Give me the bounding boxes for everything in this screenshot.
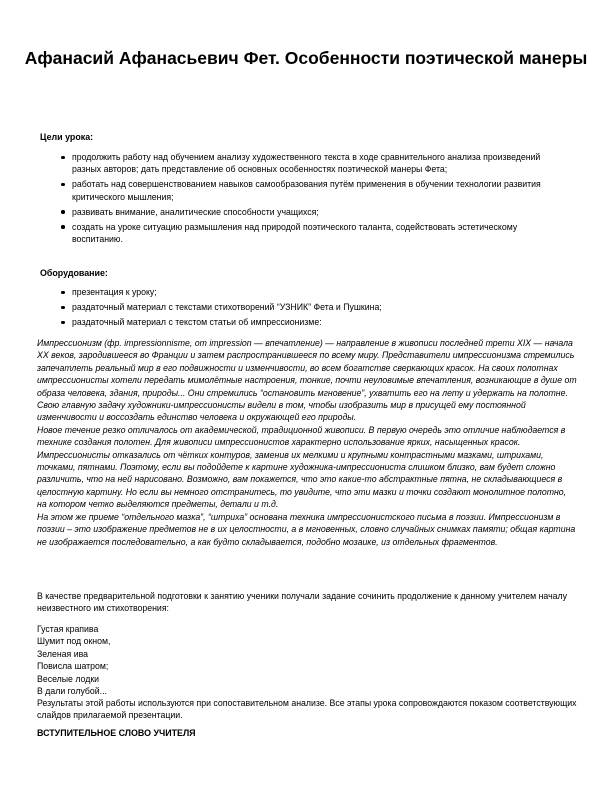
poem-line: Повисла шатром; xyxy=(37,661,109,672)
document-title: Афанасий Афанасьевич Фет. Особенности поэтической манеры xyxy=(24,48,588,68)
goals-list xyxy=(40,151,560,248)
assignment-intro xyxy=(37,590,577,615)
article-paragraph: На этом же приеме “отдельного мазка”, “штриха” основана техника импрессионистского письма в поэзии. Импрессионизм в поэзии – это изображение предметов не в их целостности, а в мгновенных, словно случайных снимках памяти; общая картина не изображается последовательно, а как будто складывается, подобно мозаике, из отдельных фрагментов. xyxy=(37,511,576,547)
section-heading-intro-word: ВСТУПИТЕЛЬНОЕ СЛОВО УЧИТЕЛЯ xyxy=(37,728,196,738)
list-item: работать над совершенствованием навыков самообразования путём применения в обучении технологии развития критического мышления; xyxy=(40,178,560,203)
article-paragraph: Новое течение резко отличалось от академической, традиционной живописи. В первую очередь это отличие наблюдается в технике создания полотен. Для живописи импрессионистов характерно использование ярких, насыщенных красок. Импрессионисты отказались от чётких контуров, заменив их мелкими и крупными контрастными мазками, штрихами, точками, пятнами. Поэтому, если вы подойдете к картине художника-импрессиониста слишком близко, вам будет сложно различить, что на ней нарисовано. Возможно, вам покажется, что это какие-то абстрактные пятна, не складывающиеся в целостную картину. Но если вы немного отстранитесь, то увидите, что эти мазки и точки создают монолитное полотно, на котором четко выделяются предметы, детали и т.д. xyxy=(37,424,567,510)
equipment-list xyxy=(40,286,560,331)
list-item: раздаточный материал с текстами стихотворений “УЗНИК” Фета и Пушкина; xyxy=(40,301,560,313)
list-item: создать на уроке ситуацию размышления над природой поэтического таланта, содействовать эстетическому воспитанию. xyxy=(40,221,560,246)
impressionism-article xyxy=(37,337,577,548)
list-item: презентация к уроку; xyxy=(40,286,560,298)
results-paragraph: Результаты этой работы используются при сопоставительном анализе. Все этапы урока сопровождаются показом соответствующих слайдов прилагаемой презентации. xyxy=(37,698,577,721)
article-paragraph: Импрессионизм (фр. impressionnisme, от impression — впечатление) — направление в живописи последней трети XIX — начала XX веков, зародившееся во Франции и затем распространившееся по всему миру. Представители импрессионизма стремились запечатлеть реальный мир в его подвижности и изменчивости, во всем богатстве сверкающих красок. На своих полотнах импрессионисты хотели передать мимолётные настроения, тонкие, почти неуловимые впечатления, возникающие в душе от образа человека, здания, природы... Они стремились “остановить мгновение”, ухватить его на лету и удержать на полотне. Свою главную задачу художники-импрессионисты видели в том, чтобы изобразить мир в присущей ему постоянной изменчивости и воссоздать единство человека и окружающей его природы. xyxy=(37,338,577,423)
poem-line: Зеленая ива xyxy=(37,648,89,659)
poem-line: Шумит под окном, xyxy=(37,636,111,647)
list-item: продолжить работу над обучением анализу художественного текста в ходе сравнительного анализа произведений разных авторов; дать представление об основных особенностях поэтической манеры Фета; xyxy=(40,151,560,176)
list-item: развивать внимание, аналитические способности учащихся; xyxy=(40,206,560,218)
intro-paragraph: В качестве предварительной подготовки к занятию ученики получали задание сочинить продолжение к данному учителем началу неизвестного им стихотворения: xyxy=(37,591,568,614)
equipment-heading: Оборудование: xyxy=(40,268,108,278)
goals-heading: Цели урока: xyxy=(40,132,94,142)
poem xyxy=(37,623,337,697)
list-item: раздаточный материал с текстом статьи об импрессионизме: xyxy=(40,316,560,328)
poem-line: Густая крапива xyxy=(37,624,99,634)
poem-line: В дали голубой... xyxy=(37,685,107,696)
poem-line: Веселые лодки xyxy=(37,673,100,684)
